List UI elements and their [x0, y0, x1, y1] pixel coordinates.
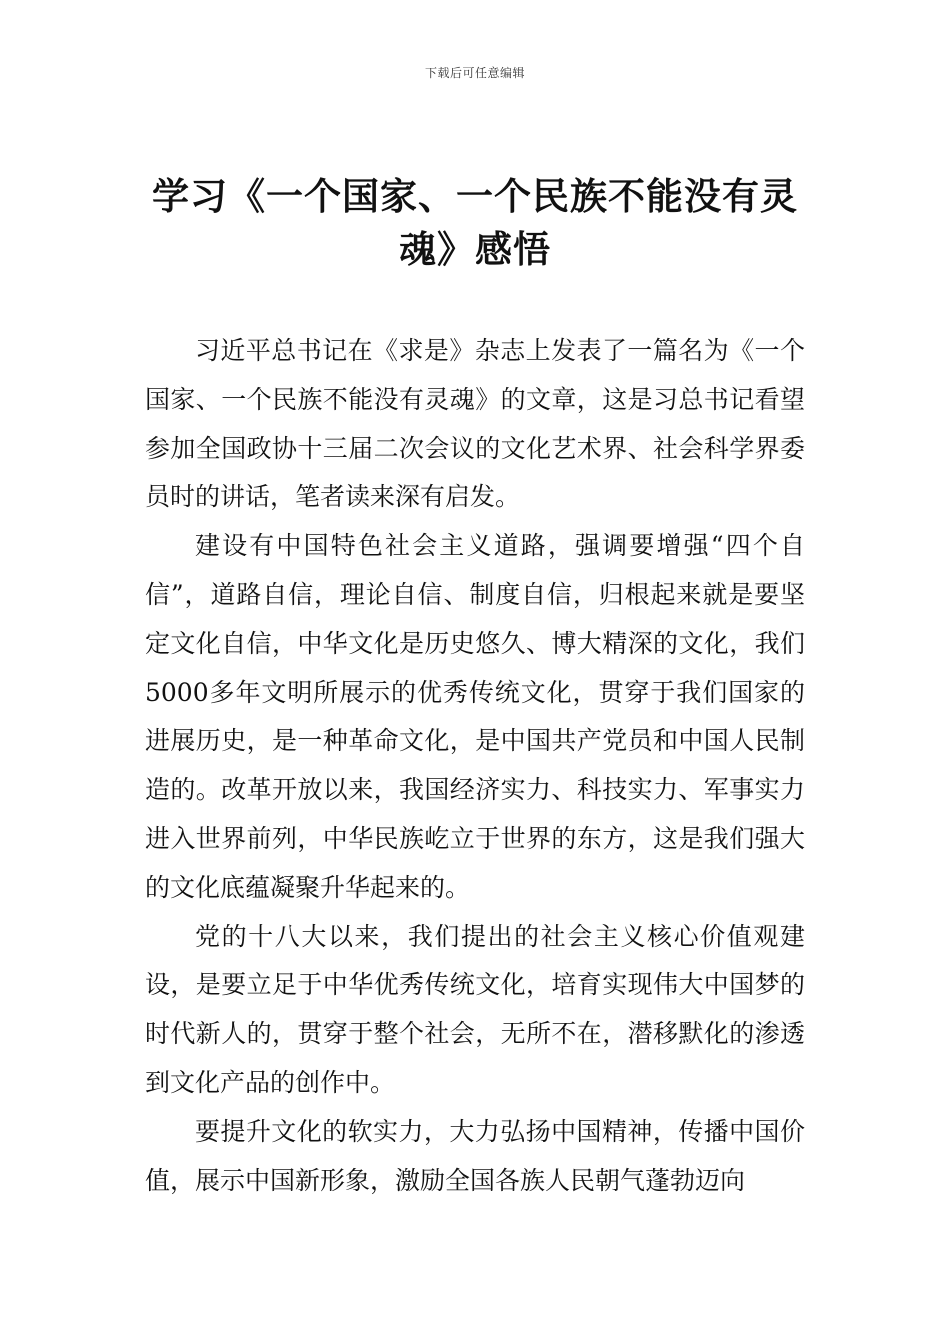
header-note: 下载后可任意编辑 [424, 66, 525, 80]
paragraph-4: 要提升文化的软实力，大力弘扬中国精神，传播中国价值，展示中国新形象，激励全国各族人民朝气蓬勃迈向 [145, 1116, 805, 1195]
document-title: 学习《一个国家、一个民族不能没有灵魂》感悟 [152, 175, 798, 271]
paragraph-3: 党的十八大以来，我们提出的社会主义核心价值观建设，是要立足于中华优秀传统文化，培育实现伟大中国梦的时代新人的，贯穿于整个社会，无所不在，潜移默化的渗透到文化产品的创作中。 [145, 921, 805, 1097]
paragraph-2: 建设有中国特色社会主义道路，强调要增强“四个自信”，道路自信，理论自信、制度自信，归根起来就是要坚定文化自信，中华文化是历史悠久、博大精深的文化，我们5000多年文明所展示的优秀传统文化，贯穿于我们国家的进展历史，是一种革命文化，是中国共产党员和中国人民制造的。改革开放以来，我国经济实力、科技实力、军事实力进入世界前列，中华民族屹立于世界的东方，这是我们强大的文化底蕴凝聚升华起来的。 [145, 531, 805, 902]
paragraph-1: 习近平总书记在《求是》杂志上发表了一篇名为《一个国家、一个民族不能没有灵魂》的文章，这是习总书记看望参加全国政协十三届二次会议的文化艺术界、社会科学界委员时的讲话，笔者读来深有启发。 [145, 336, 805, 512]
document-body [145, 327, 805, 1205]
